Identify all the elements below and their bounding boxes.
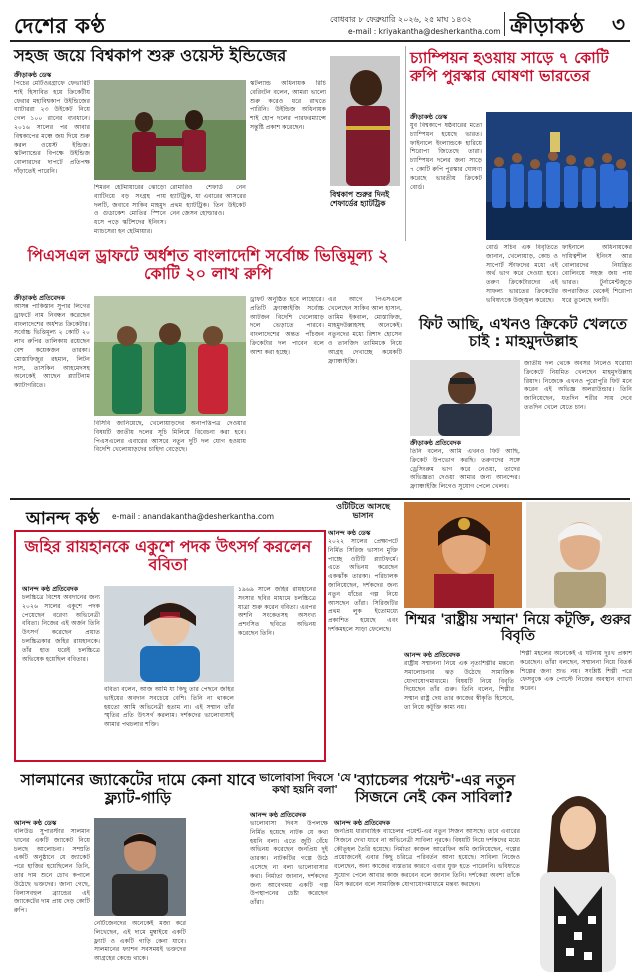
- salman-headline: সালমানের জ্যাকেটের দামে কেনা যাবে ফ্ল্যাট-গাড়ি: [20, 771, 256, 807]
- ind-byline: ক্রীড়াকণ্ঠ ডেস্ক: [410, 113, 448, 121]
- psl-photo: [94, 296, 246, 416]
- valentine-body: ভালোবাসা দিবস উপলক্ষে নির্মিত হয়েছে নাটক যে কথা হয়নি বলা। এতে জুটি বেঁধে অভিনয় করেছেন জনপ্রিয় দুই তারকা। নাটকটির গল্পে উঠে এসেছে না বলা ভালোবাসার কথা। নির্মাতা জানান, দর্শকদের জন্য আবেগময় একটি গল্প উপস্থাপনের চেষ্টা করেছেন তাঁরা।: [250, 820, 328, 907]
- mahmud-headline: ফিট আছি, এখনও ক্রিকেট খেলতে চাই : মাহমুদউল্লাহ: [418, 315, 628, 351]
- mahmud-body-2: তিনি বলেন, আমি এখনও ফিট আছি, ক্রিকেট উপভোগ করছি। তরুণদের সঙ্গে ড্রেসিংরুম ভাগ করে নেওয়া, তাদের অভিজ্ঞতা দেওয়া আমার জন্য আনন্দের। ফ্র্যাঞ্চাইজি লিগেও সুযোগ পেলে খেলব।: [410, 448, 520, 491]
- wi-body-3: রোমারিও শেফার্ড নেন হ্যাটট্রিক, যা এবারের আসরের প্রথম হ্যাটট্রিক। তিন উইকেট নেন জেসন হোল্ডারও।: [170, 184, 246, 218]
- dateline: বোধবার ৮ ফেব্রুয়ারি ২০২৬, ২৫ মাঘ ১৪৩২: [330, 15, 472, 24]
- mahmud-body-1: জাতীয় দল থেকে অবসর নিলেও ঘরোয়া ক্রিকেটে নিয়মিত খেলছেন মাহমুদউল্লাহ রিয়াদ। নিজেকে এখনও পুরোপুরি ফিট মনে করেন এই অভিজ্ঞ অলরাউন্ডার। তিনি জানিয়েছেন, যতদিন শরীর সায় দেবে ততদিন খেলে যেতে চান।: [524, 360, 632, 411]
- wi-photo: [94, 80, 246, 180]
- bobita-body-2: ববিতা বলেন, আজ আমি যা কিছু তার পেছনে জহির ভাইয়ের অবদান সবচেয়ে বেশি। তিনি না থাকলে হয়তো আমি অভিনেত্রী হতাম না। এই সম্মান তাঁর স্মৃতির প্রতি উৎসর্গ করলাম। দর্শকদের ভালোবাসাই আমার পথচলার শক্তি।: [104, 686, 234, 729]
- psl-headline: পিএসএল ড্রাফটে অর্ধশত বাংলাদেশি সর্বোচ্চ ভিত্তিমূল্য ২ কোটি ২০ লাখ রুপি: [27, 246, 389, 284]
- anondo-email: e-mail : anandakantha@desherkantha.com: [112, 512, 275, 521]
- wi-byline: ক্রীড়াকণ্ঠ ডেস্ক: [14, 71, 52, 79]
- shimul-body-1: রাষ্ট্রীয় সম্মাননা নিয়ে এক নৃত্যশিল্পীর মন্তব্যে সমালোচনার ঝড় উঠেছে সামাজিক যোগাযোগমাধ্যমে। বিষয়টি নিয়ে বিবৃতি দিয়েছেন তাঁর গুরু। তিনি বলেন, শিল্পীর সম্মান রাষ্ট্র দেয় তার কাজের স্বীকৃতি হিসেবে, তা নিয়ে কটূক্তি কাম্য নয়।: [404, 660, 514, 711]
- sabila-body: জনপ্রিয় ধারাবাহিক ব্যাচেলর পয়েন্ট-এর নতুন সিজন আসছে। তবে এবারের সিজনে দেখা যাবে না অভিনেত্রী সাবিলা নূরকে। বিষয়টি নিয়ে দর্শকদের মধ্যে কৌতূহল তৈরি হয়েছে। নির্মাতা কাজল আরেফিন অমি জানিয়েছেন, গল্পের প্রয়োজনেই এবার কিছু চরিত্রে পরিবর্তন আনা হয়েছে। সাবিলা নিজেও বলেছেন, অন্য কাজের ব্যস্ততার কারণে এবার যুক্ত হতে পারেননি। ভবিষ্যতে সুযোগ পেলে আবার কাজ করবেন বলে জানান তিনি। দর্শকেরা অবশ্য তাঁকে মিস করবেন বলে সামাজিক যোগাযোগমাধ্যমে মন্তব্য করছেন।: [334, 828, 520, 888]
- bobita-byline: আনন্দ কণ্ঠ প্রতিবেদক: [22, 585, 79, 593]
- sabila-headline: 'ব্যাচেলর পয়েন্ট'-এর নতুন সিজনে নেই কেন সাবিলা?: [352, 771, 516, 807]
- masthead-title: দেশের কণ্ঠ: [14, 13, 106, 38]
- salman-body-1: বলিউড সুপারস্টার সালমান খানের একটি জ্যাকেট নিয়ে চলছে আলোচনা। সম্প্রতি একটি অনুষ্ঠানে যে জ্যাকেট পরে হাজির হয়েছিলেন তিনি, তার দাম শুনে চোখ কপালে উঠেছে ভক্তদের। জানা গেছে, বিলাসবহুল ব্র্যান্ডের এই জ্যাকেটের দাম প্রায় দেড় কোটি রুপি।: [14, 828, 90, 915]
- shimul-body-2: শিল্পী মহলের অনেকেই এ ঘটনায় দুঃখ প্রকাশ করেছেন। তাঁরা বলছেন, সম্মাননা নিয়ে বিতর্ক শিল্পের জন্য শুভ নয়। সংশ্লিষ্ট শিল্পী পরে ফেসবুকে এক পোস্টে নিজের অবস্থান ব্যাখ্যা করেন।: [520, 650, 632, 693]
- ind-body-3: ফাইনালে অধিনায়কের দায়িত্বশীল ইনিংস আর বোলারদের নিয়ন্ত্রিত বোলিংয়ে সহজ জয় পায় ভারত। টুর্নামেন্টজুড়ে অপরাজিত থেকেই শিরোপা ঘরে তুলেছে দলটি।: [562, 244, 632, 304]
- psl-body-2: বিসিবি জানিয়েছে, খেলোয়াড়দের অনাপত্তিপত্র দেওয়ার বিষয়টি জাতীয় দলের সূচি মিলিয়ে বিবেচনা করা হবে। পিএসএলের এবারের আসরে নতুন দুটি দল যোগ হওয়ায় বিদেশি খেলোয়াড়দের চাহিদা বেড়েছে।: [94, 420, 246, 454]
- psl-byline: ক্রীড়াকণ্ঠ প্রতিবেদক: [14, 294, 65, 302]
- ind-headline: চ্যাম্পিয়ন হওয়ায় সাড়ে ৭ কোটি রুপি পুরস্কার ঘোষণা ভারতের: [410, 49, 609, 85]
- page-number: ৩: [612, 12, 626, 36]
- salman-byline: আনন্দ কণ্ঠ ডেস্ক: [14, 819, 57, 827]
- shepherd-photo: [330, 56, 400, 186]
- bobita-body-1: চলচ্চিত্রে বিশেষ অবদানের জন্য ২০২৬ সালের একুশে পদক পেয়েছেন বরেণ্য অভিনেত্রী ববিতা। নিজের এই অর্জন তিনি উৎসর্গ করেছেন প্রয়াত চলচ্চিত্রকার জহির রায়হানকে। তাঁর হাত ধরেই চলচ্চিত্রে অভিষেক হয়েছিল ববিতার।: [22, 594, 100, 663]
- mahmud-byline: ক্রীড়াকণ্ঠ প্রতিবেদক: [410, 439, 461, 447]
- shimul-headline: শিম্মর 'রাষ্ট্রীয় সম্মান' নিয়ে কটূক্তি, গুরুর বিবৃতি: [405, 612, 631, 645]
- ott-body: ২০২২ সালের প্রেক্ষাপটে নির্মিত সিরিজ ভাসান মুক্তি পাচ্ছে ওটিটি প্ল্যাটফর্মে। এতে অভিনয় করেছেন একঝাঁক তারকা। পরিচালক জানিয়েছেন, দর্শকদের জন্য নতুন ধাঁচের গল্প নিয়ে আসছেন তাঁরা। সিরিজটির প্রথম লুক ইতোমধ্যে প্রকাশিত হয়েছে এবং দর্শকমহলে সাড়া ফেলেছে।: [328, 538, 398, 633]
- ott-headline: ওটিটিতে আসছে ভাসান: [336, 502, 390, 521]
- bobita-body-3: ১৯৬৯ সালে জহির রায়হানের সংসার ছবির মাধ্যমে চলচ্চিত্রে যাত্রা শুরু করেন ববিতা। এরপর অশনি সংকেতসহ অসংখ্য প্রশংসিত ছবিতে অভিনয় করেছেন তিনি।: [238, 586, 316, 637]
- valentine-byline: আনন্দ কণ্ঠ প্রতিবেদক: [250, 811, 307, 819]
- masthead-divider: [504, 12, 505, 36]
- psl-body-3: ড্রাফট অনুষ্ঠিত হবে লাহোরে। প্রতিটি ফ্র্যাঞ্চাইজি সর্বোচ্চ আটজন বিদেশি খেলোয়াড় দলে ভেড়াতে পারবে। বাংলাদেশের অন্তত পাঁচজন ক্রিকেটার দল পাবেন বলে আশা করা হচ্ছে।: [250, 296, 324, 356]
- guru-photo: [526, 502, 632, 608]
- bobita-photo: [104, 586, 234, 682]
- bobita-headline: জহির রায়হানকে একুশে পদক উৎসর্গ করলেন ববিতা: [24, 537, 312, 575]
- col-divider: [405, 46, 406, 241]
- wi-body-1b: [14, 182, 90, 242]
- wi-body-1: পিচের মেটিওরগ্রাফে ফেভারিট শাই হিসাবিত হয়ে ক্রিকেটীয় ফেরার মহাবিশ্বকাপ উইন্ডিজের ব্যাটাররা ২৩ উইকেট নিয়ে গেল ১০০ রানের ব্যবধানে। ২০১৬ সালের পর আবার বিশ্বকাপের মঞ্চে জয় দিয়ে শুরু করল ওয়েস্ট ইন্ডিজ। স্কটল্যান্ডের বিপক্ষে উইন্ডিজ বোলারদের দাপটে প্রতিপক্ষ দাঁড়াতেই পারেনি।: [14, 80, 90, 175]
- ind-body-2: বোর্ড সচিব এক বিবৃতিতে জানান, খেলোয়াড়, কোচ ও সাপোর্ট স্টাফদের মধ্যে এই অর্থ ভাগ করে দেওয়া হবে। তরুণ ক্রিকেটারদের এই সাফল্য ভারতের ক্রিকেটের ভবিষ্যৎকে উজ্জ্বল করেছে।: [486, 244, 558, 304]
- salman-photo: [94, 818, 186, 916]
- psl-body-1: আসন্ন পাকিস্তান সুপার লিগের ড্রাফটে নাম নিবন্ধন করেছেন বাংলাদেশের অর্ধশত ক্রিকেটার। সর্বোচ্চ ভিত্তিমূল্য ২ কোটি ২০ লাখ রুপির তালিকায় রয়েছেন বেশ কয়েকজন তারকা। মোস্তাফিজুর রহমান, লিটন দাস, তাসকিন আহমেদসহ অনেকেই আছেন প্ল্যাটিনাম ক্যাটাগরিতে।: [14, 303, 90, 390]
- india-team-photo: [486, 112, 632, 240]
- section-title: ক্রীড়াকণ্ঠ: [510, 13, 584, 38]
- wi-headline: সহজ জয়ে বিশ্বকাপ শুরু ওয়েস্ট ইন্ডিজের: [14, 46, 287, 65]
- sabila-byline: আনন্দ কণ্ঠ প্রতিবেদক: [334, 819, 391, 827]
- salman-body-2: নেটিজেনদের অনেকেই মজা করে লিখেছেন, এই দামে মুম্বাইয়ে একটি ফ্ল্যাট ও একটি গাড়ি কেনা যাবে। সালমানের ফ্যাশন সবসময়ই ভক্তদের আগ্রহের কেন্দ্রে থাকে।: [94, 920, 186, 963]
- masthead-email: e-mail : kriyakantha@desherkantha.com: [348, 27, 501, 36]
- mahmud-photo: [410, 360, 520, 436]
- wi-caption: বিশ্বকাপ শুরুর দিনই শেফার্ডের হ্যাটট্রিক: [330, 190, 390, 209]
- wi-body-4: স্কটল্যান্ড অধিনায়ক রিচি বেরিংটন বলেন, আমরা ভালো শুরু করেও ধরে রাখতে পারিনি। উইন্ডিজ অধিনায়ক শাই হোপ দলের পারফরম্যান্সে সন্তুষ্টি প্রকাশ করেছেন।: [250, 80, 326, 131]
- sabila-photo: [524, 776, 632, 972]
- masthead-rule: [10, 40, 630, 42]
- ott-byline: আনন্দ কণ্ঠ ডেস্ক: [328, 529, 371, 537]
- anondo-section-title: আনন্দ কণ্ঠ: [26, 509, 100, 529]
- dancer-photo: [404, 502, 522, 608]
- psl-body-4: এর আগে পিএসএলে খেলেছেন সাকিব আল হাসান, তামিম ইকবাল, মোস্তাফিজ, মাহমুদউল্লাহসহ অনেকেই। নতুনদের মধ্যে রিশাদ হোসেন ও তানজিদ তামিমকে নিয়ে আগ্রহ দেখাচ্ছে কয়েকটি ফ্র্যাঞ্চাইজি।: [328, 296, 402, 365]
- ind-body-1: যুব বিশ্বকাপে ষষ্ঠবারের মতো চ্যাম্পিয়ন হয়েছে ভারত। ফাইনালে ইংল্যান্ডকে হারিয়ে শিরোপা জিতেছে তারা। চ্যাম্পিয়ন দলের জন্য সাড়ে ৭ কোটি রুপি পুরস্কার ঘোষণা করেছে ভারতীয় ক্রিকেট বোর্ড।: [410, 122, 482, 191]
- section-rule: [10, 498, 630, 500]
- wi-body-2: শিমরন হেটমায়ারের ঝোড়ো ব্যাটিংয়ে বড় সংগ্রহ পায় দলটি, জবাবে সাকিব মাহমুদ ও গুডাকেশ মোতির স্পিনে ধসে পড়ে স্কটিশদের ইনিংস। ম্যাচসেরা হন হেটমায়ার।: [94, 184, 166, 235]
- valentine-headline: ভালোবাসা দিবসে 'যে কথা হয়নি বলা': [259, 772, 351, 797]
- shimul-byline: আনন্দ কণ্ঠ প্রতিবেদক: [404, 651, 461, 659]
